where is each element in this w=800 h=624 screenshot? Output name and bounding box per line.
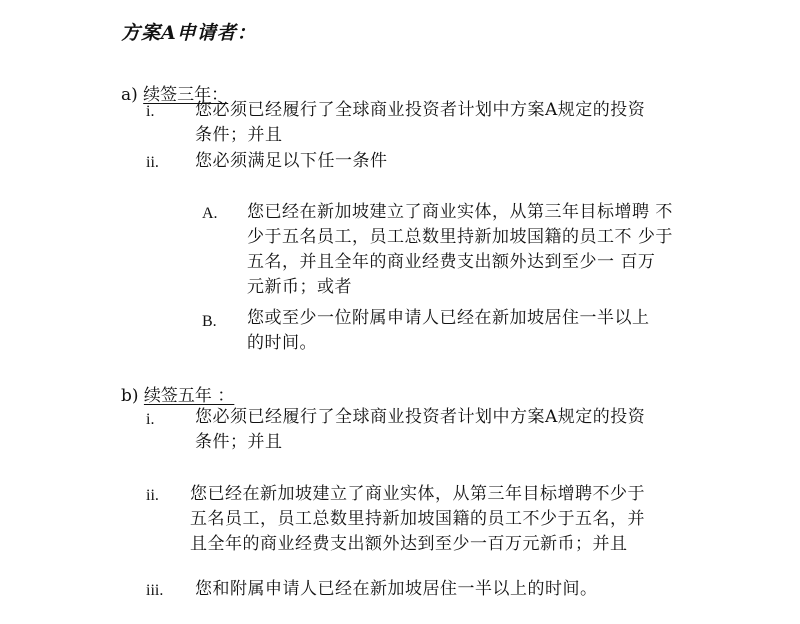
section-a-subitem-b-text: 您或至少一位附属申请人已经在新加坡居住一半以上 的时间。 — [247, 308, 650, 353]
section-a-prefix: a) — [121, 85, 144, 105]
section-a-subitem-a-text: 您已经在新加坡建立了商业实体，从第三年目标增聘 不 少于五名员工，员工总数里持新加坡国籍的员工不 少于 五名，并且全年的商业经费支出额外达到至少一 百万 元新币；或者 — [247, 202, 673, 297]
section-b-item-2-marker: ii. — [146, 487, 159, 504]
section-a-subitem-b-marker: B. — [202, 313, 217, 330]
page-title: 方案A申请者： — [121, 22, 257, 44]
section-b-item-1-marker: i. — [146, 411, 155, 428]
section-b-prefix: b) — [121, 386, 144, 406]
section-b-item-3-text: 您和附属申请人已经在新加坡居住一半以上的时间。 — [195, 579, 598, 599]
section-a-title: 续签三年： — [143, 85, 229, 105]
section-b-title: 续签五年 ： — [143, 386, 235, 406]
section-b-item-2-text: 您已经在新加坡建立了商业实体，从第三年目标增聘不少于 五名员工，员工总数里持新加坡国籍的员工不少于五名，并 且全年的商业经费支出额外达到至少一百万元新币；并且 — [190, 484, 645, 554]
section-b-label — [121, 381, 234, 406]
section-a-item-1-marker: i. — [146, 103, 155, 120]
section-a-item-1-text: 您必须已经履行了全球商业投资者计划中方案A规定的投资 条件；并且 — [195, 100, 646, 145]
section-a-subitem-a-marker: A. — [202, 205, 218, 222]
section-b-item-1-text: 您必须已经履行了全球商业投资者计划中方案A规定的投资 条件；并且 — [195, 407, 646, 452]
section-a-item-2-text: 您必须满足以下任一条件 — [195, 151, 388, 171]
section-b-item-3-marker: iii. — [146, 582, 164, 599]
section-a-item-2-marker: ii. — [146, 154, 159, 171]
